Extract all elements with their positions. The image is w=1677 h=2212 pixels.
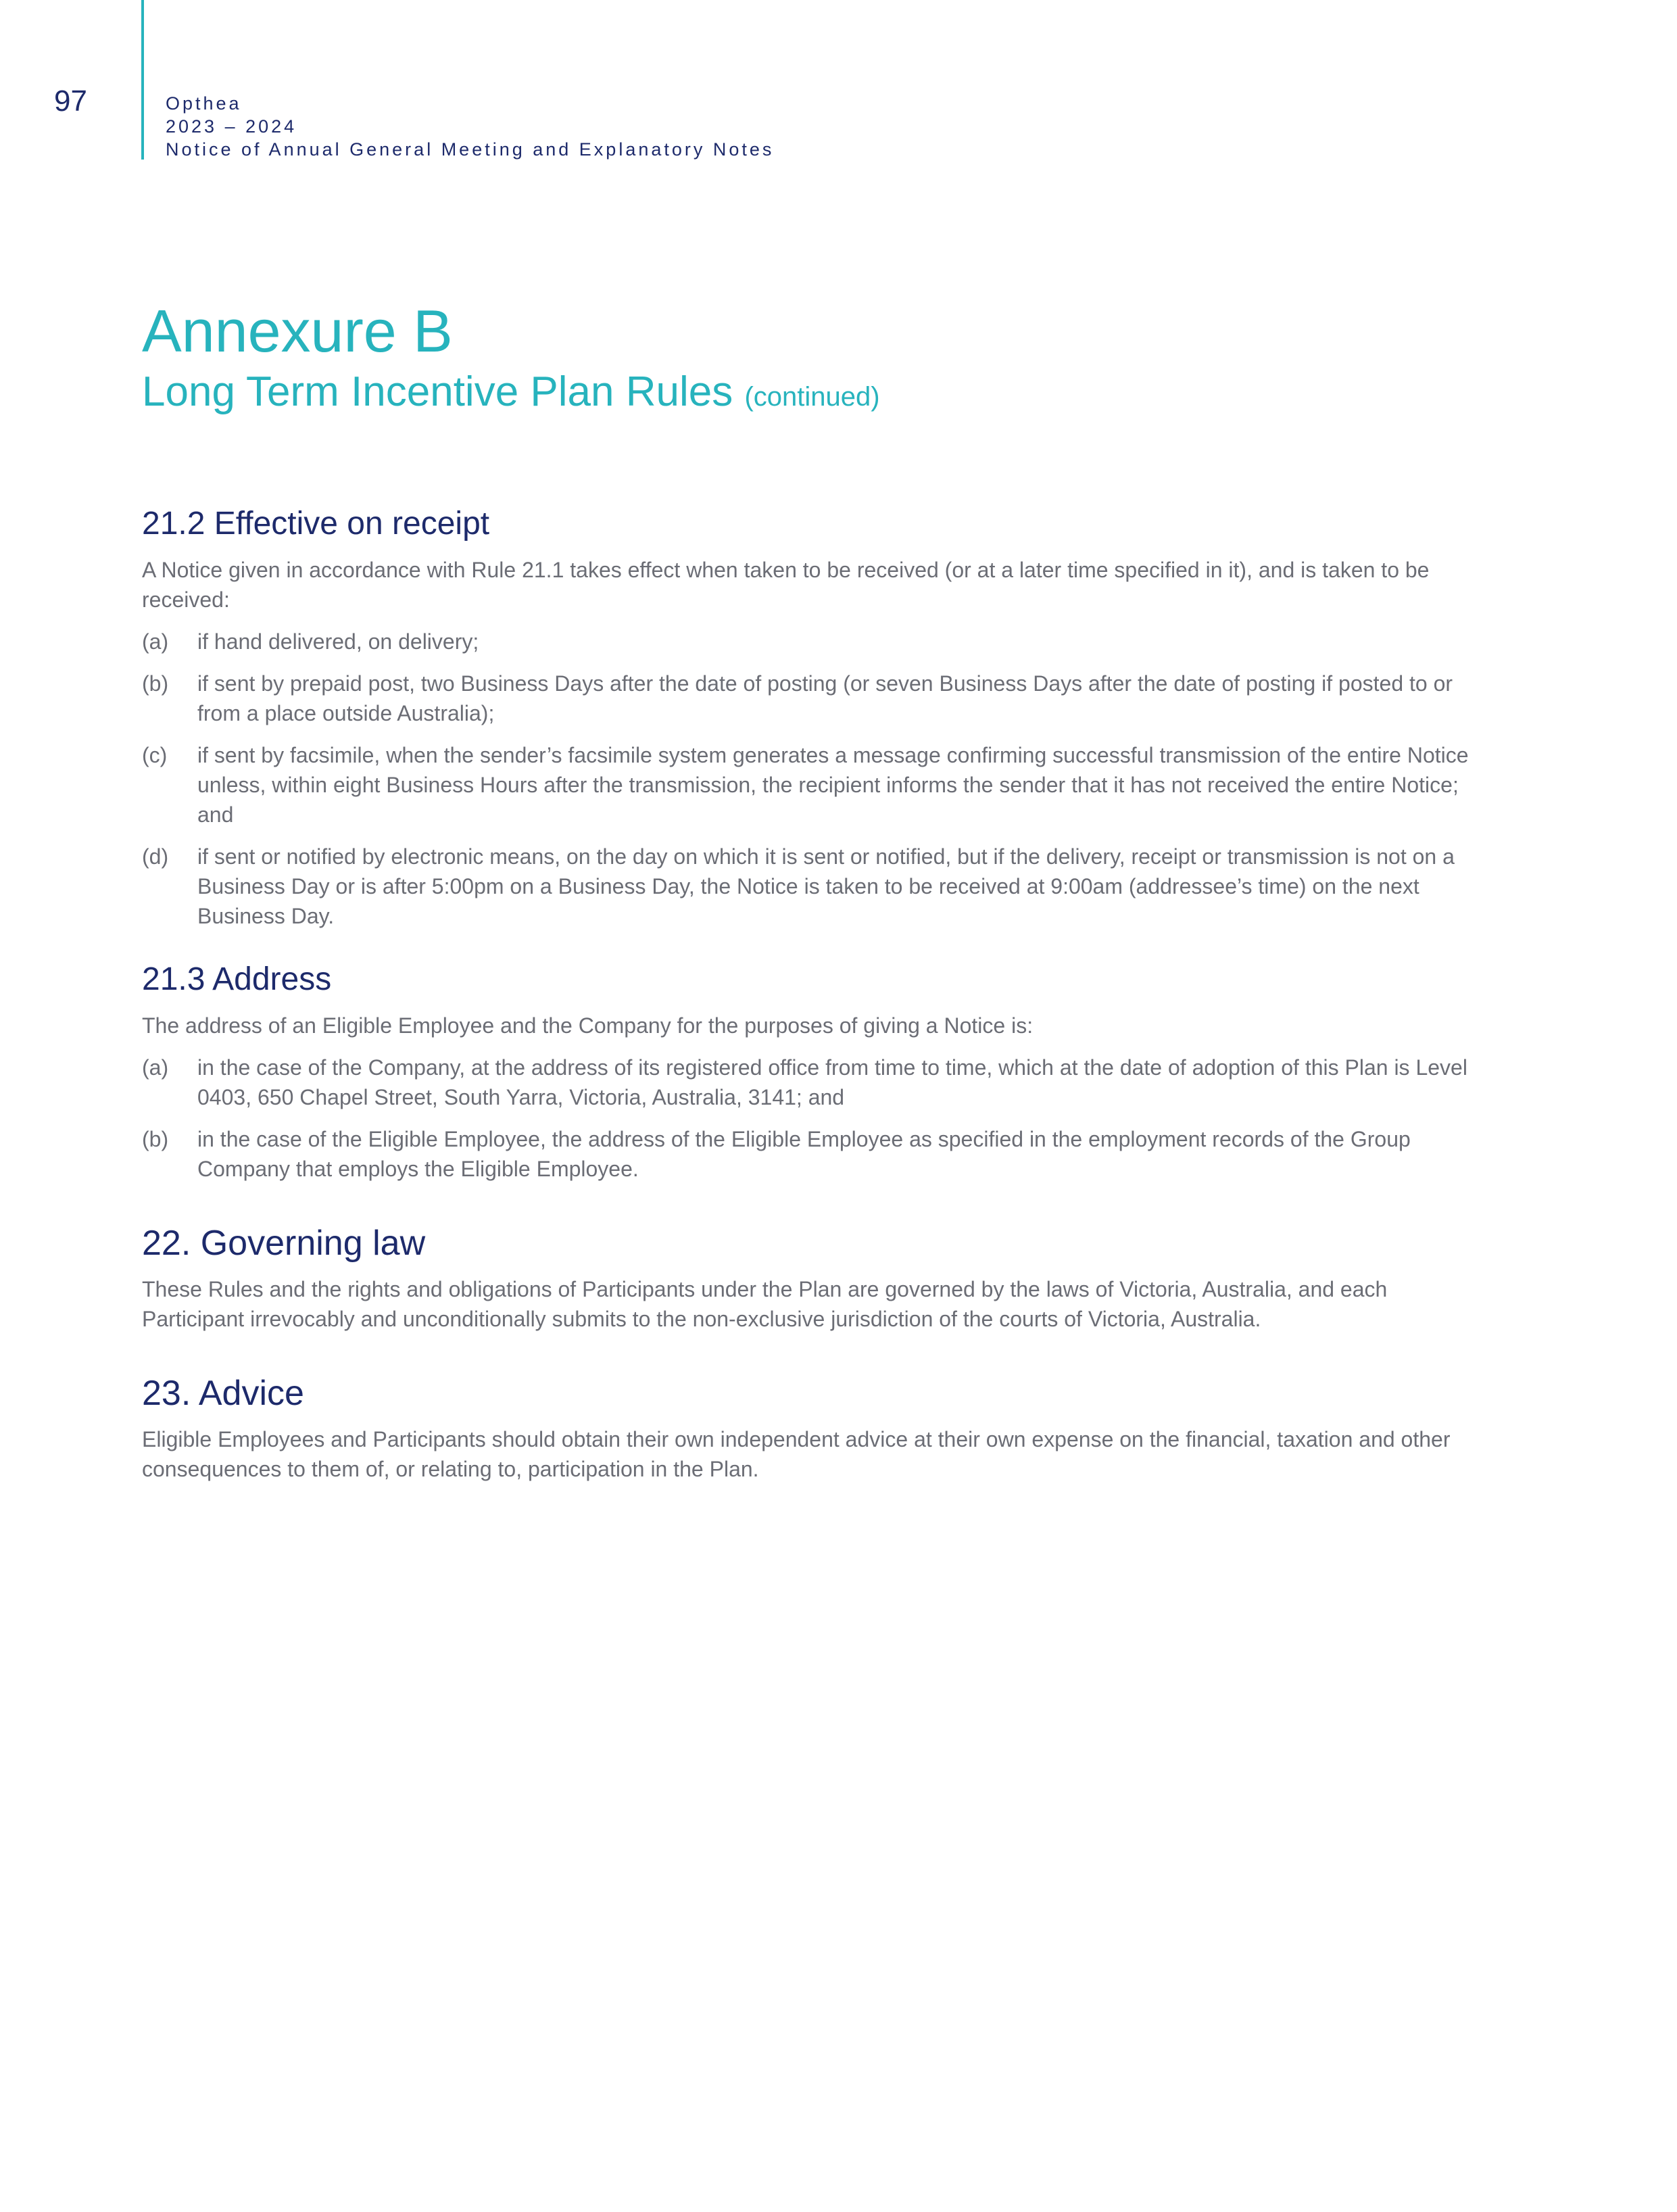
header-divider	[141, 0, 144, 160]
section-heading: 21.2 Effective on receipt	[142, 506, 490, 542]
item-marker: (b)	[142, 671, 169, 696]
section-heading: 22. Governing law	[142, 1224, 426, 1263]
item-text: in the case of the Eligible Employee, the address of the Eligible Employee as specified in the employment records of the Group Company that employs the Eligible Employee.	[197, 1127, 1411, 1181]
section-intro: A Notice given in accordance with Rule 21.1 takes effect when taken to be received (or at a later time specified in it), and is taken to be received:	[142, 558, 1430, 612]
item-text: if sent by prepaid post, two Business Days after the date of posting (or seven Business Days after the date of posting if posted to or from a place outside Australia);	[197, 671, 1453, 725]
item-marker: (d)	[142, 844, 169, 869]
section-23	[142, 1373, 1494, 1484]
running-header	[166, 92, 774, 161]
page-subtitle	[142, 365, 880, 424]
list-item	[142, 1124, 1494, 1184]
main-content	[142, 504, 1494, 1496]
list-item	[142, 669, 1494, 728]
section-body: Eligible Employees and Participants should obtain their own independent advice at their own expense on the financial, taxation and other consequences to them of, or relating to, participation in the Plan.	[142, 1427, 1451, 1481]
subtitle-text: Long Term Incentive Plan Rules	[142, 368, 733, 415]
section-22	[142, 1223, 1494, 1334]
section-body: These Rules and the rights and obligations of Participants under the Plan are governed by the laws of Victoria, Australia, and each Participant irrevocably and unconditionally submits to the non-exclusive jurisdiction of the courts of Victoria, Australia.	[142, 1277, 1388, 1331]
list-item	[142, 1053, 1494, 1112]
section-heading: 21.3 Address	[142, 961, 332, 997]
clause-list	[142, 627, 1494, 931]
item-marker: (c)	[142, 743, 168, 767]
page-title: Annexure B	[142, 297, 453, 364]
list-item	[142, 740, 1494, 830]
section-21-2	[142, 504, 1494, 931]
subtitle-note: (continued)	[744, 382, 880, 412]
list-item	[142, 627, 1494, 656]
item-text: if sent or notified by electronic means, on the day on which it is sent or notified, but if the delivery, receipt or transmission is not on a Business Day or is after 5:00pm on a Business Day, the Notice is taken to be received at 9:00am (addressee’s time) on the next Business Day.	[197, 844, 1455, 928]
item-marker: (a)	[142, 1055, 169, 1080]
document-title: Notice of Annual General Meeting and Explanatory Notes	[166, 139, 775, 160]
page-number: 97	[54, 85, 87, 118]
section-intro: The address of an Eligible Employee and the Company for the purposes of giving a Notice is:	[142, 1013, 1034, 1038]
company-name: Opthea	[166, 93, 242, 114]
list-item	[142, 842, 1494, 931]
section-heading: 23. Advice	[142, 1374, 304, 1413]
item-text: if hand delivered, on delivery;	[197, 629, 479, 654]
item-marker: (a)	[142, 629, 169, 654]
section-21-3	[142, 959, 1494, 1184]
title-block	[142, 297, 880, 424]
item-text: if sent by facsimile, when the sender’s facsimile system generates a message confirming successful transmission of the entire Notice unless, within eight Business Hours after the transmission, the recipient informs the sender that it has not received the entire Notice; and	[197, 743, 1469, 827]
clause-list	[142, 1053, 1494, 1184]
item-marker: (b)	[142, 1127, 169, 1151]
item-text: in the case of the Company, at the address of its registered office from time to time, which at the date of adoption of this Plan is Level 0403, 650 Chapel Street, South Yarra, Victoria, Australia, 3141; and	[197, 1055, 1467, 1109]
report-years: 2023 – 2024	[166, 116, 297, 137]
